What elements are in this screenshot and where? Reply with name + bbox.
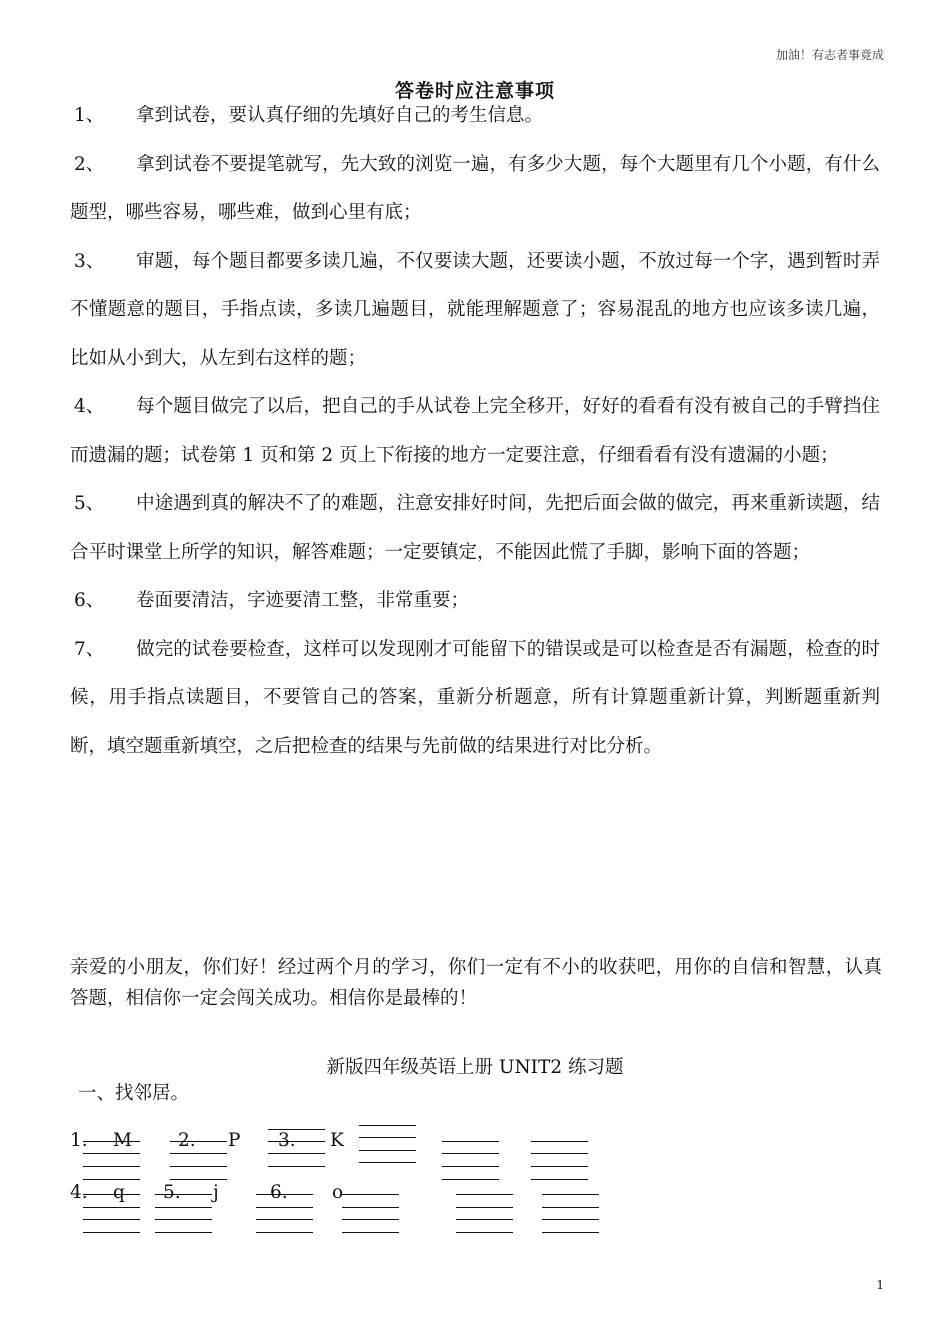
rule-number: 1、: [74, 105, 105, 126]
rules-list: [70, 92, 880, 771]
rule-item: [70, 238, 880, 384]
item-letter: j: [213, 1182, 219, 1203]
page-number: 1: [876, 1278, 884, 1292]
exercise-title: 新版四年级英语上册 UNIT2 练习题: [326, 1057, 624, 1078]
item-number: 3.: [278, 1130, 296, 1151]
rule-number: 2、: [74, 153, 105, 175]
item-letter: M: [113, 1130, 132, 1151]
item-letter: o: [332, 1182, 344, 1203]
rule-text: 中途遇到真的解决不了的难题，注意安排好时间，先把后面会做的做完，再来重新读题，结合平时课堂上所学的知识，解答难题；一定要镇定，不能因此慌了手脚，影响下面的答题；: [70, 493, 880, 563]
section-label: 一、找邻居。: [78, 1083, 190, 1104]
rule-text: 审题，每个题目都要多读几遍，不仅要读大题，还要读小题，不放过每一个字，遇到暂时弄不懂题意的题目，手指点读，多读几遍题目，就能理解题意了；容易混乱的地方也应该多读几遍，比如从小到大，从左到右这样的题；: [70, 250, 880, 369]
rule-text: 拿到试卷，要认真仔细的先填好自己的考生信息。: [136, 105, 544, 126]
rule-item: [70, 480, 880, 577]
item-number: 1.: [70, 1130, 88, 1151]
intro-paragraph: 亲爱的小朋友，你们好！经过两个月的学习，你们一定有不小的收获吧，用你的自信和智慧，认真答题，相信你一定会闯关成功。相信你是最棒的！: [70, 957, 882, 1009]
item-number: 5.: [163, 1182, 181, 1203]
rule-item: [70, 626, 880, 772]
rule-number: 4、: [74, 396, 105, 417]
rule-number: 6、: [74, 590, 105, 611]
item-number: 2.: [178, 1130, 196, 1151]
rule-number: 3、: [74, 250, 105, 272]
header-note: 加油！有志者事竟成: [775, 48, 884, 62]
rule-number: 7、: [74, 638, 105, 660]
item-number: 4.: [70, 1182, 88, 1203]
rule-item: [70, 577, 880, 626]
rule-number: 5、: [74, 493, 105, 514]
rule-item: [70, 383, 880, 480]
rule-text: 卷面要清洁，字迹要清工整，非常重要；: [136, 590, 470, 611]
item-letter: K: [330, 1130, 344, 1151]
item-letter: P: [228, 1130, 241, 1151]
page-title: 答卷时应注意事项: [394, 80, 555, 102]
item-letter: q: [113, 1182, 125, 1203]
rule-text: 每个题目做完了以后，把自己的手从试卷上完全移开，好好的看看有没有被自己的手臂挡住而遗漏的题；试卷第 1 页和第 2 页上下衔接的地方一定要注意，仔细看看有没有遗漏的小题；: [70, 396, 880, 466]
rule-text: 做完的试卷要检查，这样可以发现刚才可能留下的错误或是可以检查是否有漏题，检查的时候，用手指点读题目，不要管自己的答案，重新分析题意，所有计算题重新计算，判断题重新判断，填空题重新填空，之后把检查的结果与先前做的结果进行对比分析。: [70, 638, 880, 757]
item-number: 6.: [270, 1182, 288, 1203]
rule-text: 拿到试卷不要提笔就写，先大致的浏览一遍，有多少大题，每个大题里有几个小题，有什么题型，哪些容易，哪些难，做到心里有底；: [70, 153, 880, 223]
rule-item: [70, 141, 880, 238]
rule-item: [70, 92, 880, 141]
